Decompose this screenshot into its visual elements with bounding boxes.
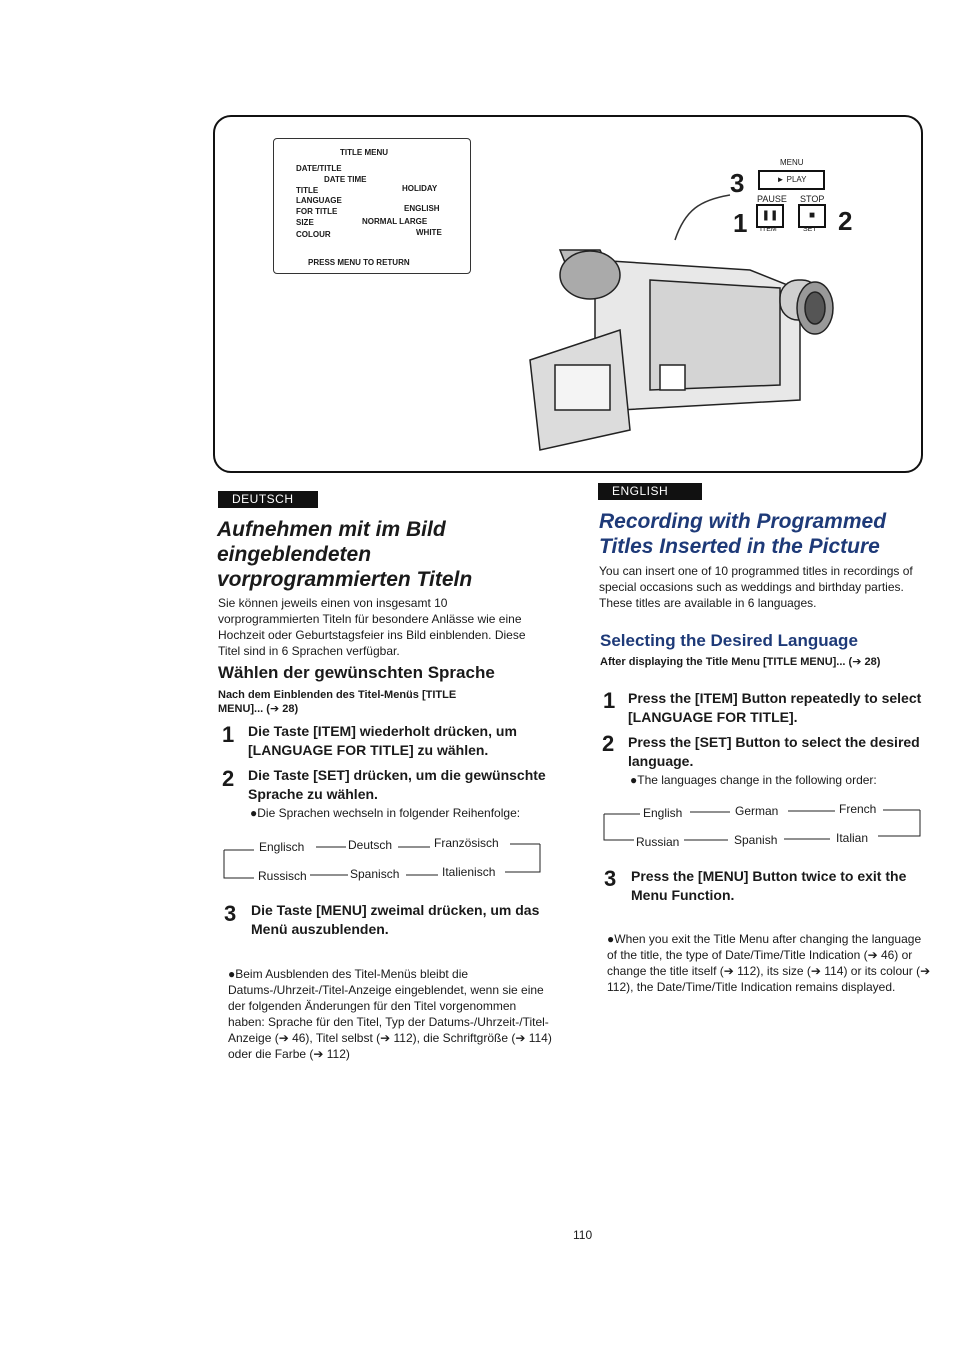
deutsch-intro: Sie können jeweils einen von insgesamt 10 vorprogrammierten Titeln für besondere Anlässe wie eine Hochzeit oder Geburtstagsfeier ins Bild einblenden. Diese Titel sind in 6 Sprachen verfügbar. bbox=[218, 596, 526, 658]
item-label: ITEM bbox=[760, 226, 777, 233]
english-step1-number: 1 bbox=[603, 688, 616, 713]
deutsch-title bbox=[217, 517, 557, 592]
english-step1: Press the [ITEM] Button repeatedly to select [LANGUAGE FOR TITLE]. bbox=[628, 690, 922, 725]
deutsch-step3: Die Taste [MENU] zweimal drücken, um das Menü auszublenden. bbox=[251, 902, 540, 937]
pause-label: PAUSE bbox=[757, 194, 787, 204]
menu-button-label: MENU bbox=[780, 158, 804, 167]
sequence-item: German bbox=[735, 804, 779, 818]
sequence-item: Deutsch bbox=[348, 838, 393, 852]
english-prereq: After displaying the Title Menu [TITLE MENU]... (➔ 28) bbox=[600, 656, 881, 668]
english-subheading: Selecting the Desired Language bbox=[600, 631, 858, 650]
deutsch-title-line: vorprogrammierten Titeln bbox=[217, 568, 473, 591]
sequence-item: Russian bbox=[636, 835, 680, 849]
deutsch-step2-number: 2 bbox=[222, 766, 235, 791]
sequence-item: Englisch bbox=[259, 840, 305, 854]
english-step3: Press the [MENU] Button twice to exit the Menu Function. bbox=[631, 868, 907, 903]
english-tag: ENGLISH bbox=[598, 483, 702, 500]
sequence-item: Italienisch bbox=[442, 865, 496, 879]
deutsch-subheading: Wählen der gewünschten Sprache bbox=[218, 663, 495, 682]
deutsch-title-line: eingeblendeten bbox=[217, 543, 372, 566]
camcorder-illustration bbox=[500, 150, 900, 460]
english-intro: You can insert one of 10 programmed titles in recordings of special occasions such as weddings and birthday parties. These titles are available in 6 languages. bbox=[599, 564, 913, 610]
menu-item-value: HOLIDAY bbox=[402, 184, 438, 193]
english-title-line: Recording with Programmed bbox=[599, 510, 887, 533]
callout-3: 3 bbox=[730, 168, 745, 198]
menu-item-value: WHITE bbox=[416, 228, 442, 237]
deutsch-tag: DEUTSCH bbox=[218, 491, 318, 508]
item-button[interactable] bbox=[756, 204, 784, 228]
menu-item-label: DATE TIME bbox=[324, 175, 367, 184]
page-number: 110 bbox=[573, 1228, 593, 1242]
pause-icon: ❚❚ bbox=[761, 210, 779, 221]
title-menu-screen bbox=[273, 138, 471, 274]
english-step2: Press the [SET] Button to select the desired language. bbox=[628, 734, 920, 769]
sequence-item: Französisch bbox=[434, 836, 499, 850]
menu-item-label: COLOUR bbox=[296, 230, 331, 239]
deutsch-step3-number: 3 bbox=[224, 901, 237, 926]
sequence-item: Italian bbox=[836, 831, 869, 845]
menu-item-value: NORMAL LARGE bbox=[362, 217, 428, 226]
menu-item-label: TITLE bbox=[296, 186, 319, 195]
english-note: ●When you exit the Title Menu after changing the language of the title, the type of Date/Time/Title Indication (➔ 46) or change the title itself (➔ 112), its size (➔ 114) or its colour (➔ 112), the Date/Time/Title Indication remains displayed. bbox=[607, 932, 931, 994]
deutsch-step1-number: 1 bbox=[222, 722, 235, 747]
camcorder-icon bbox=[530, 195, 833, 450]
deutsch-note: ●Beim Ausblenden des Titel-Menüs bleibt die Datums-/Uhrzeit-/Titel-Anzeige eingeblendet, wenn sie eine der folgenden Änderungen für den Titel vorgenommen haben: Sprache für den Titel, Typ der Datums-/Uhrzeit-/Titel-Anzeige (➔ 46), Titel selbst (➔ 112), die Schriftgröße (➔ 114) oder die Farbe (➔ 112) bbox=[228, 967, 552, 1061]
deutsch-title-line: Aufnehmen mit im Bild bbox=[217, 518, 446, 541]
deutsch-prereq: Nach dem Einblenden des Titel-Menüs [TITLE MENU]... (➔ 28) bbox=[218, 689, 457, 715]
english-title bbox=[599, 509, 929, 559]
set-label: SET bbox=[803, 226, 817, 233]
stop-icon: ■ bbox=[808, 210, 816, 221]
callout-1: 1 bbox=[733, 208, 748, 238]
deutsch-step1: Die Taste [ITEM] wiederholt drücken, um [LANGUAGE FOR TITLE] zu wählen. bbox=[248, 723, 517, 758]
menu-item-label: DATE/TITLE bbox=[296, 164, 342, 173]
sequence-item: English bbox=[643, 806, 683, 820]
callout-2: 2 bbox=[838, 206, 853, 236]
deutsch-step2: Die Taste [SET] drücken, um die gewünschte Sprache zu wählen. bbox=[248, 767, 546, 802]
english-step3-number: 3 bbox=[604, 866, 617, 891]
english-title-line: Titles Inserted in the Picture bbox=[599, 535, 880, 558]
deutsch-step2-note: ●Die Sprachen wechseln in folgender Reihenfolge: bbox=[250, 806, 521, 820]
sequence-item: Spanish bbox=[734, 833, 778, 847]
english-step2-number: 2 bbox=[602, 731, 615, 756]
stop-label: STOP bbox=[800, 194, 825, 204]
menu-item-label: SIZE bbox=[296, 218, 314, 227]
english-step2-note: ●The languages change in the following order: bbox=[630, 773, 877, 787]
menu-screen-footer: PRESS MENU TO RETURN bbox=[308, 258, 410, 267]
menu-screen-title: TITLE MENU bbox=[340, 148, 388, 157]
set-button[interactable] bbox=[798, 204, 826, 228]
play-button[interactable]: ► PLAY bbox=[758, 170, 825, 190]
sequence-item: Spanisch bbox=[350, 867, 400, 881]
menu-item-value: ENGLISH bbox=[404, 204, 440, 213]
sequence-item: French bbox=[839, 802, 877, 816]
menu-item-label: FOR TITLE bbox=[296, 207, 338, 216]
menu-item-label: LANGUAGE bbox=[296, 196, 342, 205]
sequence-item: Russisch bbox=[258, 869, 307, 883]
